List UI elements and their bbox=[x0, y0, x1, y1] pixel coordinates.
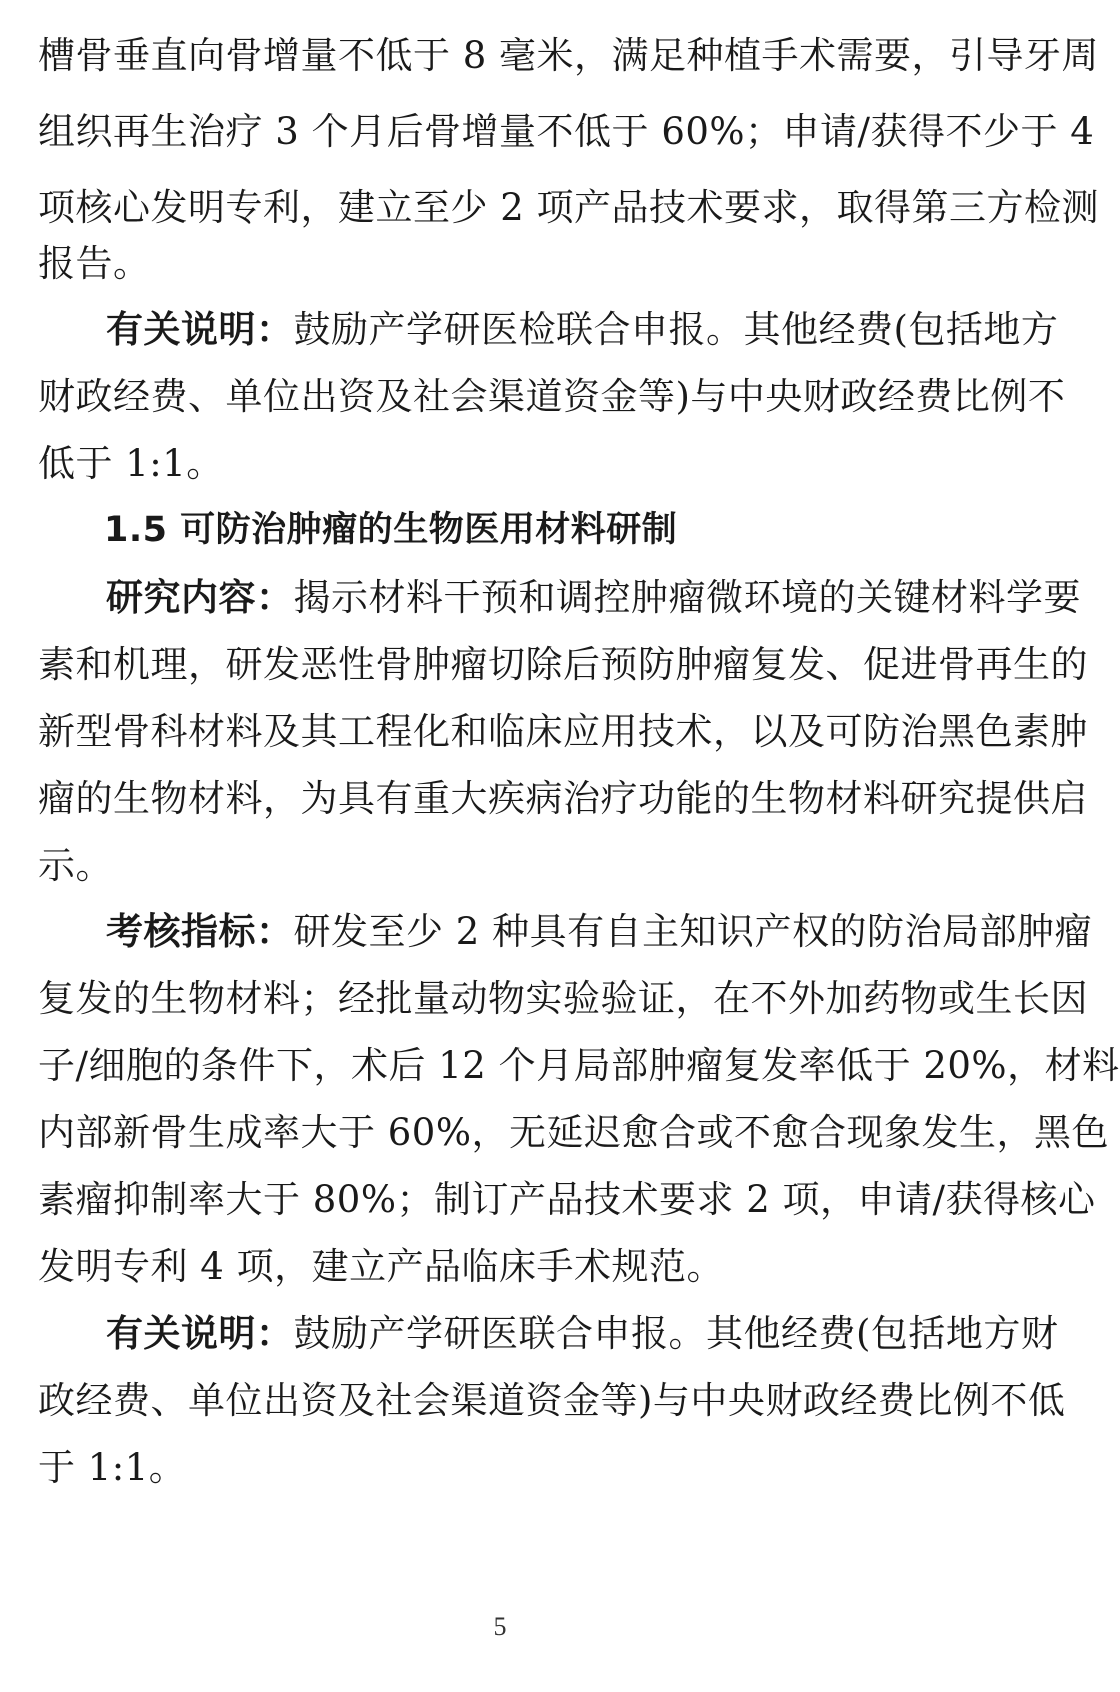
paragraph-first-line bbox=[38, 294, 1059, 366]
text-line: 槽骨垂直向骨增量不低于 8 毫米，满足种植手术需要，引导牙周 bbox=[38, 34, 1100, 77]
page-number: 5 bbox=[493, 1612, 507, 1641]
paragraph-first-line bbox=[38, 562, 1081, 634]
paragraph-first-line bbox=[38, 1298, 1059, 1370]
text-line: 素瘤抑制率大于 80%；制订产品技术要求 2 项，申请/获得核心 bbox=[38, 1178, 1096, 1221]
text-line: 于 1:1。 bbox=[38, 1446, 187, 1489]
text-line: 复发的生物材料；经批量动物实验验证，在不外加药物或生长因 bbox=[38, 977, 1088, 1020]
text-segment: 揭示材料干预和调控肿瘤微环境的关键材料学要 bbox=[293, 576, 1081, 619]
paragraph-label: 考核指标： bbox=[106, 910, 294, 953]
text-segment: 鼓励产学研医检联合申报。其他经费(包括地方 bbox=[293, 308, 1059, 351]
paragraph-label: 有关说明： bbox=[106, 1312, 294, 1355]
text-line: 新型骨科材料及其工程化和临床应用技术，以及可防治黑色素肿 bbox=[38, 710, 1088, 753]
text-line: 低于 1:1。 bbox=[38, 442, 224, 485]
text-line: 子/细胞的条件下，术后 12 个月局部肿瘤复发率低于 20%，材料 bbox=[38, 1044, 1120, 1087]
text-line: 政经费、单位出资及社会渠道资金等)与中央财政经费比例不低 bbox=[38, 1379, 1066, 1422]
document-page bbox=[38, 0, 1120, 1692]
text-line: 报告。 bbox=[38, 242, 151, 285]
text-line: 内部新骨生成率大于 60%，无延迟愈合或不愈合现象发生，黑色 bbox=[38, 1111, 1109, 1154]
text-line: 素和机理，研发恶性骨肿瘤切除后预防肿瘤复发、促进骨再生的 bbox=[38, 643, 1088, 686]
text-line: 组织再生治疗 3 个月后骨增量不低于 60%；申请/获得不少于 4 bbox=[38, 110, 1095, 153]
text-segment: 研发至少 2 种具有自主知识产权的防治局部肿瘤 bbox=[293, 910, 1093, 953]
text-line: 瘤的生物材料，为具有重大疾病治疗功能的生物材料研究提供启 bbox=[38, 777, 1088, 820]
text-line: 示。 bbox=[38, 844, 113, 887]
paragraph-label: 有关说明： bbox=[106, 308, 294, 351]
text-segment: 鼓励产学研医联合申报。其他经费(包括地方财 bbox=[293, 1312, 1059, 1355]
paragraph-label: 研究内容： bbox=[106, 576, 294, 619]
section-heading: 1.5 可防治肿瘤的生物医用材料研制 bbox=[104, 510, 678, 550]
paragraph-first-line bbox=[38, 896, 1093, 968]
text-line: 发明专利 4 项，建立产品临床手术规范。 bbox=[38, 1245, 725, 1288]
text-line: 财政经费、单位出资及社会渠道资金等)与中央财政经费比例不 bbox=[38, 375, 1066, 418]
text-line: 项核心发明专利，建立至少 2 项产品技术要求，取得第三方检测 bbox=[38, 186, 1100, 229]
